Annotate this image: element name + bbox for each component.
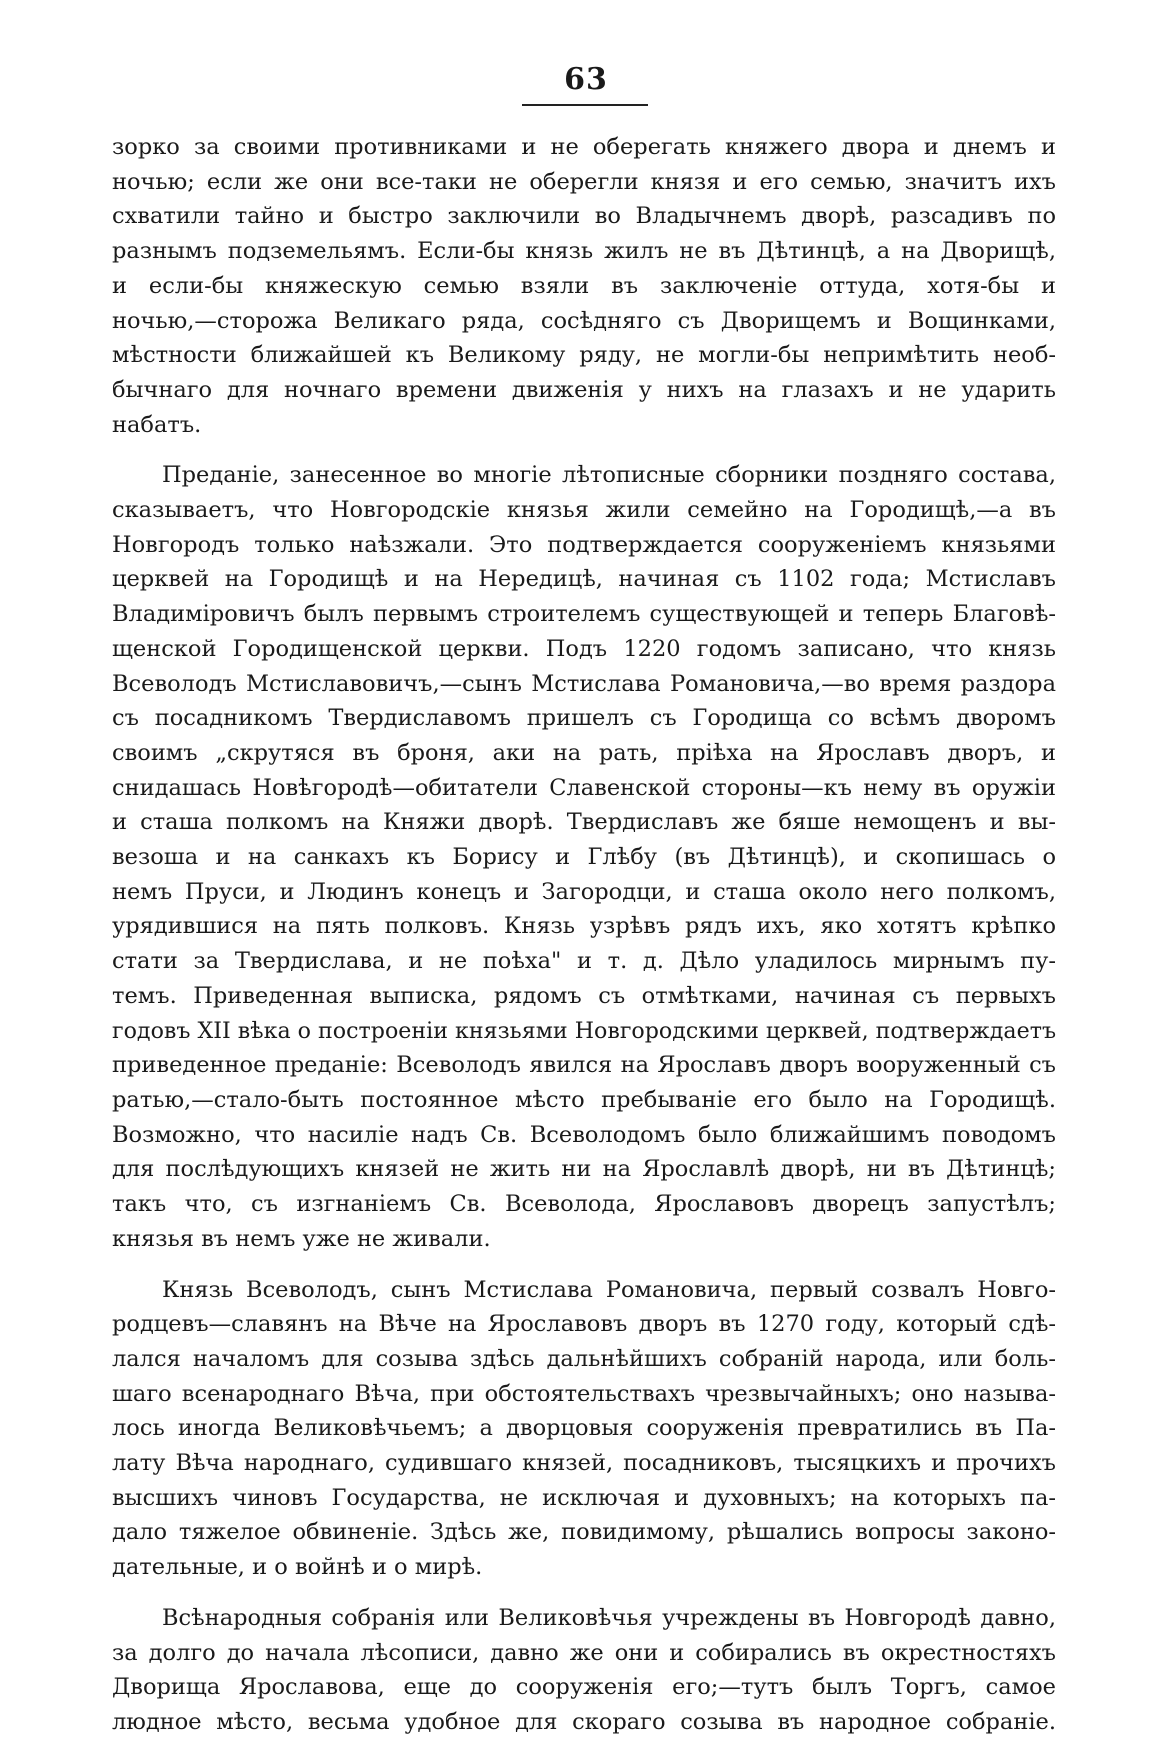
text-line: за долго до начала лѣсописи, давно же они и собирались въ окрестностяхъ <box>112 1639 1056 1666</box>
text-line: ратью,—стало-быть постоянное мѣсто пребываніе его было на Городищѣ. <box>112 1086 1056 1113</box>
text-line: урядившися на пять полковъ. Князь узрѣвъ рядъ ихъ, яко хотятъ крѣпко <box>112 913 1056 940</box>
body-text <box>112 130 1056 1740</box>
text-line: приведенное преданіе: Всеволодъ явился на Ярославъ дворъ вооруженный съ <box>112 1052 1056 1079</box>
text-line: и если-бы княжескую семью взяли въ заключеніе оттуда, хотя-бы и <box>112 272 1056 299</box>
text-line: лался началомъ для созыва здѣсь дальнѣйшихъ собраній народа, или боль- <box>112 1345 1056 1372</box>
text-line: Всѣнародныя собранія или Великовѣчья учреждены въ Новгородѣ давно, <box>162 1604 1056 1631</box>
text-line: такъ что, съ изгнаніемъ Св. Всеволода, Ярославовъ дворецъ запустѣлъ; <box>112 1191 1056 1218</box>
text-line: Владиміровичъ былъ первымъ строителемъ существующей и теперь Благовѣ- <box>112 601 1056 628</box>
page-number: 63 <box>564 62 608 97</box>
text-line: везоша и на санкахъ къ Борису и Глѣбу (въ Дѣтинцѣ), и скопишась о <box>112 844 1056 871</box>
paragraph-3 <box>112 1273 1056 1585</box>
text-line: немъ Пруси, и Людинъ конецъ и Загородци, и сташа около него полкомъ, <box>112 878 1056 905</box>
text-line: ночью; если же они все-таки не оберегли князя и его семью, значитъ ихъ <box>112 168 1056 195</box>
text-line: щенской Городищенской церкви. Подъ 1220 годомъ записано, что князь <box>112 635 1056 662</box>
text-line: дало тяжелое обвиненіе. Здѣсь же, повидимому, рѣшались вопросы законо- <box>112 1519 1056 1546</box>
text-line: сказываетъ, что Новгородскіе князья жили семейно на Городищѣ,—а въ <box>112 497 1056 524</box>
text-line: князья въ немъ уже не живали. <box>112 1225 491 1252</box>
paragraph-4 <box>112 1601 1056 1740</box>
text-line: своимъ „скрутяся въ броня, аки на рать, пріѣха на Ярославъ дворъ, и <box>112 739 1056 766</box>
text-line: годовъ XII вѣка о построеніи князьями Новгородскими церквей, подтверждаетъ <box>112 1017 1057 1044</box>
text-line: дательные, и о войнѣ и о мирѣ. <box>112 1554 483 1581</box>
text-line: Новгородъ только наѣзжали. Это подтверждается сооруженіемъ князьями <box>112 531 1056 558</box>
text-line: зорко за своими противниками и не оберегать княжего двора и днемъ и <box>112 134 1056 160</box>
text-line: схватили тайно и быстро заключили во Владычнемъ дворѣ, разсадивъ по <box>112 203 1056 230</box>
text-line: лось иногда Великовѣчьемъ; а дворцовыя сооруженія превратились въ Па- <box>112 1415 1056 1442</box>
text-line: для послѣдующихъ князей не жить ни на Ярославлѣ дворѣ, ни въ Дѣтинцѣ; <box>112 1156 1056 1183</box>
page-number-rule <box>522 104 648 106</box>
text-line: набатъ. <box>112 411 202 438</box>
text-line: лату Вѣча народнаго, судившаго князей, посадниковъ, тысяцкихъ и прочихъ <box>112 1450 1056 1477</box>
text-line: мѣстности ближайшей къ Великому ряду, не могли-бы непримѣтить необ- <box>112 342 1056 369</box>
text-line: темъ. Приведенная выписка, рядомъ съ отмѣтками, начиная съ первыхъ <box>112 982 1056 1009</box>
text-line: бычнаго для ночнаго времени движенія у нихъ на глазахъ и не ударить <box>112 376 1056 403</box>
text-line: разнымъ подземельямъ. Если-бы князь жилъ не въ Дѣтинцѣ, а на Дворищѣ, <box>112 238 1056 265</box>
text-line: людное мѣсто, весьма удобное для скораго созыва въ народное собраніе. <box>112 1708 1056 1735</box>
text-line: стати за Твердислава, и не поѣха" и т. д. Дѣло уладилось мирнымъ пу- <box>112 948 1056 975</box>
text-line: церквей на Городищѣ и на Нередицѣ, начиная съ 1102 года; Мстиславъ <box>112 566 1056 593</box>
text-line: высшихъ чиновъ Государства, не исключая и духовныхъ; на которыхъ па- <box>112 1484 1056 1511</box>
paragraph-1 <box>112 130 1056 442</box>
text-line: Всеволодъ Мстиславовичъ,—сынъ Мстислава Романовича,—во время раздора <box>112 670 1056 697</box>
text-line: Преданіе, занесенное во многіе лѣтописные сборники поздняго состава, <box>162 462 1056 489</box>
paragraph-2 <box>112 458 1056 1256</box>
text-line: снидашась Новѣгородѣ—обитатели Славенской стороны—къ нему въ оружіи <box>112 774 1056 801</box>
text-line: Дворища Ярославова, еще до сооруженія его;—тутъ былъ Торгъ, самое <box>112 1674 1056 1701</box>
text-line: родцевъ—славянъ на Вѣче на Ярославовъ дворъ въ 1270 году, который сдѣ- <box>112 1311 1056 1338</box>
text-line: и сташа полкомъ на Княжи дворѣ. Твердиславъ же бяше немощенъ и вы- <box>112 809 1056 836</box>
text-line: Возможно, что насиліе надъ Св. Всеволодомъ было ближайшимъ поводомъ <box>112 1121 1056 1148</box>
text-line: съ посадникомъ Твердиславомъ пришелъ съ Городища со всѣмъ дворомъ <box>112 705 1056 732</box>
text-line: шаго всенароднаго Вѣча, при обстоятельствахъ чрезвычайныхъ; оно называ- <box>112 1380 1056 1407</box>
text-line: Князь Всеволодъ, сынъ Мстислава Романовича, первый созвалъ Новго- <box>162 1276 1056 1303</box>
text-line: ночью,—сторожа Великаго ряда, сосѣдняго съ Дворищемъ и Вощинками, <box>112 307 1056 334</box>
